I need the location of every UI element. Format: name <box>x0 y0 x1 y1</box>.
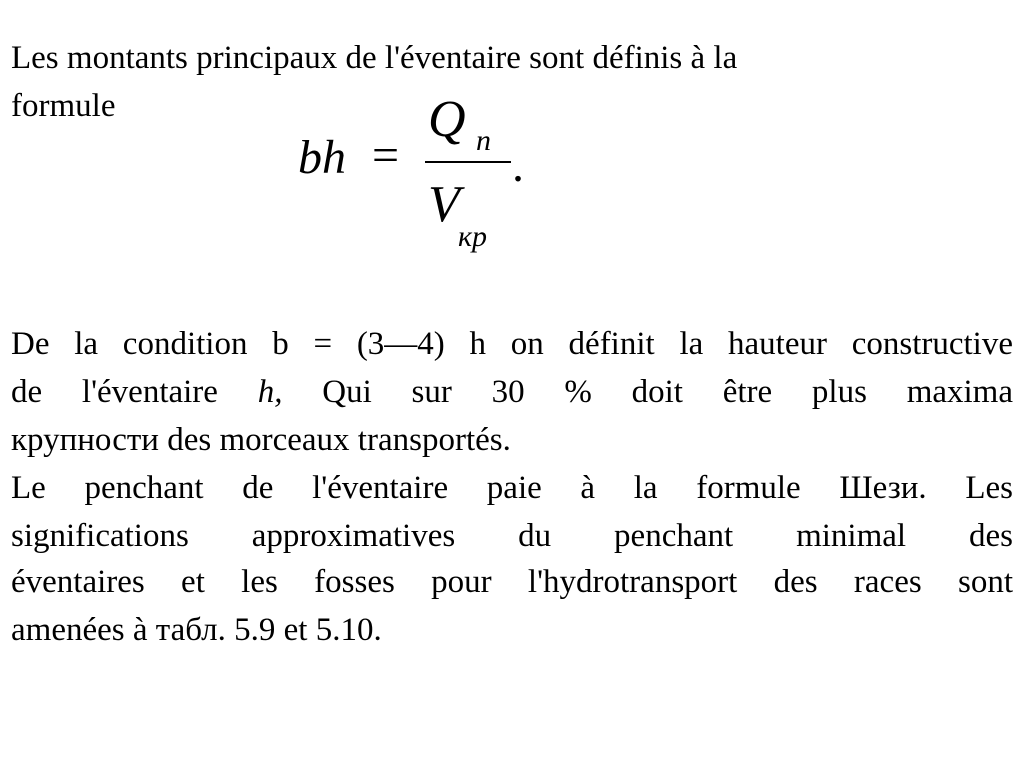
formula-numerator: Q <box>428 91 466 148</box>
formula-terminator: . <box>512 139 524 192</box>
paragraph3-line2: significations approximatives du penchant minimal des <box>11 518 1013 554</box>
paragraph2-line2-end: Qui sur 30 % doit être plus maxima <box>282 374 1014 410</box>
paragraph1-line1: Les montants principaux de l'éventaire sont définis à la <box>11 40 738 76</box>
formula-fraction-bar <box>425 161 511 163</box>
paragraph3-line4: amenées à табл. 5.9 et 5.10. <box>11 612 382 648</box>
paragraph1-line2: formule <box>11 88 116 124</box>
paragraph2-line2 <box>11 372 1013 412</box>
paragraph2-line2-start: de l'éventaire <box>11 374 258 410</box>
paragraph2-variable-h: h, <box>257 374 283 410</box>
formula-denominator: V <box>428 176 460 233</box>
paragraph2-line3: крупности des morceaux transportés. <box>11 422 511 458</box>
formula-lhs: bh <box>298 131 346 184</box>
formula-equals: = <box>372 129 400 182</box>
paragraph3-line3: éventaires et les fosses pour l'hydrotransport des races sont <box>11 564 1013 600</box>
formula-numerator-subscript: n <box>476 124 491 157</box>
paragraph3-line1: Le penchant de l'éventaire paie à la formule Шези. Les <box>11 470 1013 506</box>
paragraph2-line1: De la condition b = (3—4) h on définit la hauteur constructive <box>11 326 1013 362</box>
formula-denominator-subscript: кр <box>458 220 488 253</box>
